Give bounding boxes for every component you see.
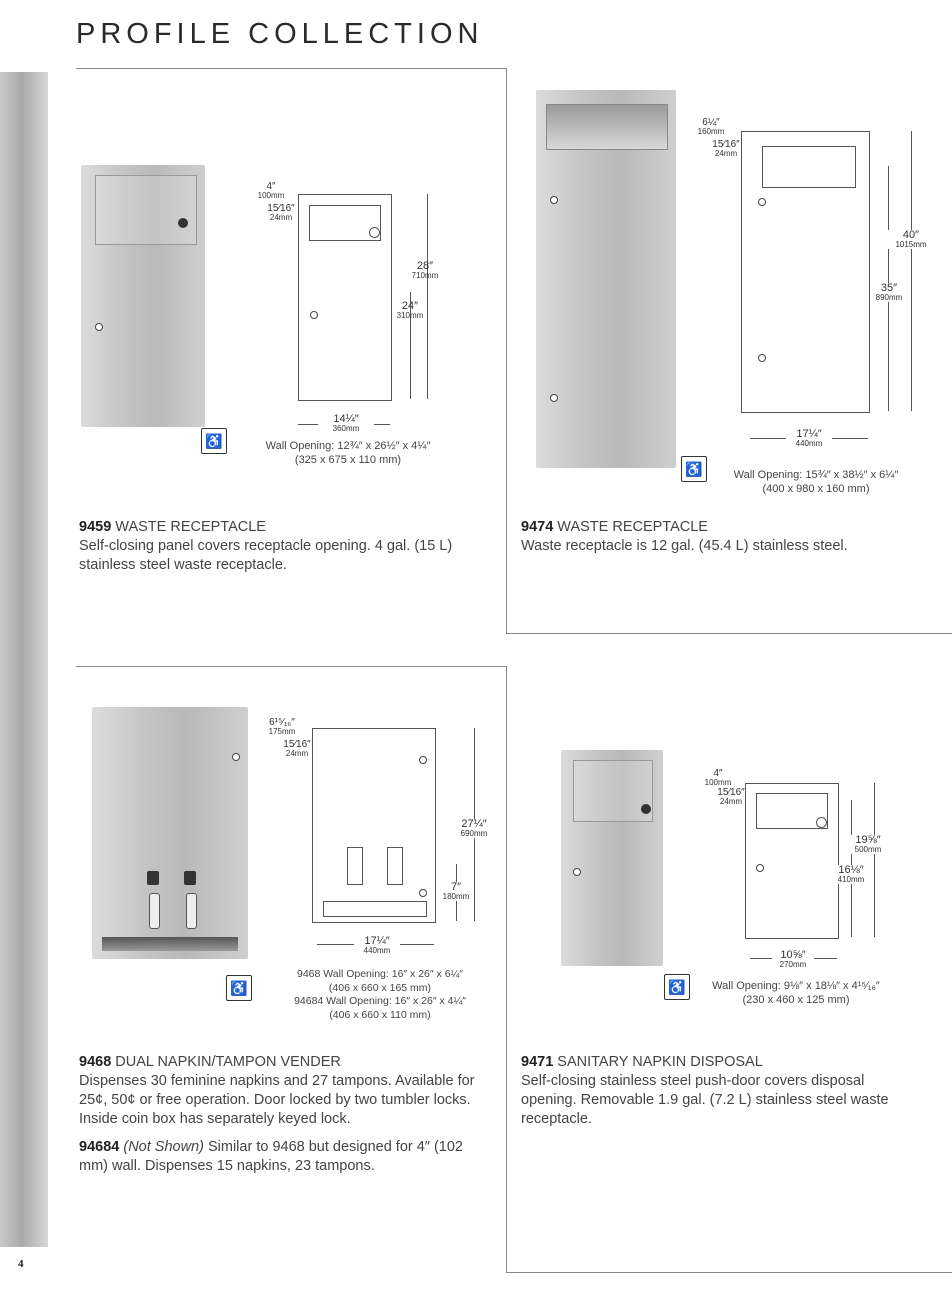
door-lock-icon [310,311,318,319]
model-number: 9474 [521,519,554,535]
right-top-bottom-rule [506,633,952,634]
product-photo-9474 [536,90,676,468]
top-lock-icon [419,756,427,764]
door-lock-icon [573,868,581,876]
bottom-lock-icon [419,889,427,897]
lock-circle [816,817,827,828]
product-heading [79,1053,484,1072]
dim-line-v1 [911,131,912,411]
product-photo-9459 [81,165,205,427]
alt-model-note: (Not Shown) [123,1138,204,1155]
height-dimension-1: 27¼″ 690mm [454,819,494,838]
wall-opening-line2: (406 x 660 x 165 mm) [328,981,432,994]
knob-right [186,893,197,929]
door-lock-icon [95,323,103,331]
product-name: DUAL NAPKIN/TAMPON VENDER [115,1054,341,1070]
wall-opening-9474 [716,468,916,497]
product-text-9471 [521,1053,901,1130]
height-dimension-1: 19⅝″ 500mm [850,835,886,854]
height-dimension-1: 40″ 1015mm [888,230,934,249]
wall-opening-line1: 9468 Wall Opening: 16″ x 26″ x 6¼″ [296,968,464,980]
door-lock-icon [232,753,240,761]
height-dimension-2: 16⅛″ 410mm [833,865,869,884]
push-door [573,760,653,822]
coin-mech-left [147,871,159,885]
wall-opening-line4: (406 x 660 x 110 mm) [329,1008,431,1021]
drawing-9459 [298,194,392,401]
product-photo-9471 [561,750,663,966]
height-dimension-2: 7″ 180mm [440,882,472,901]
alt-model-number: 94684 [79,1138,120,1155]
model-number: 9471 [521,1054,554,1070]
lock-circle [369,227,380,238]
top-lock-icon [758,198,766,206]
product-description: Self-closing stainless steel push-door covers disposal opening. Removable 1.9 gal. (7.2 L) stainless steel waste receptacle. [521,1073,889,1128]
divider-right-top [506,68,507,633]
wheelchair-accessibility-icon: ♿ [664,974,690,1000]
wheelchair-accessibility-icon: ♿ [681,456,707,482]
flange-dimension: 15⁄16″ 24mm [267,203,295,222]
dim-line-v1 [874,783,875,937]
coin-mech-right [184,871,196,885]
wall-opening-9459 [248,439,448,468]
flange-dimension: 15⁄16″ 24mm [717,787,745,806]
key-lock-icon [178,218,188,228]
wall-opening-line2: (230 x 460 x 125 mm) [742,994,850,1007]
dispenser-slot-left [347,847,363,885]
drawing-9474 [741,131,870,413]
tray-outline [323,901,427,917]
wall-opening-9468 [270,968,490,1023]
page-title: PROFILE COLLECTION [76,18,484,50]
opening-outline [762,146,856,188]
divider-right-bottom [506,666,507,1272]
flange-dimension: 15⁄16″ 24mm [283,739,311,758]
wall-opening-line3: 94684 Wall Opening: 16″ x 26″ x 4¼″ [294,995,466,1008]
width-dimension: 17¼″ 440mm [354,936,400,955]
product-heading [521,518,921,537]
panel-flap [95,175,197,245]
product-heading [521,1053,901,1072]
wall-opening-line2: (400 x 980 x 160 mm) [762,483,870,496]
product-text-9459 [79,518,484,575]
dispenser-slot-right [387,847,403,885]
side-color-bar [0,72,48,1247]
top-lock-icon [550,196,558,204]
receptacle-opening [546,104,668,150]
product-heading [79,518,484,537]
wall-opening-line2: (325 x 675 x 110 mm) [294,454,402,467]
width-dimension: 14¼″ 360mm [318,414,374,433]
model-number: 9459 [79,519,112,535]
product-photo-9468 [92,707,248,959]
door-lock-icon [756,864,764,872]
drawing-9468 [312,728,436,923]
wall-opening-line1: Wall Opening: 12¾″ x 26½″ x 4¼″ [265,440,431,452]
knob-left [149,893,160,929]
product-description: Self-closing panel covers receptacle opening. 4 gal. (15 L) stainless steel waste receptacle. [79,538,453,574]
depth-dimension: 6¹⁵⁄₁₆″ 175mm [268,717,296,736]
bottom-lock-icon [550,394,558,402]
wheelchair-accessibility-icon: ♿ [201,428,227,454]
wall-opening-line1: Wall Opening: 15¾″ x 38½″ x 6¼″ [733,469,899,481]
product-description: Waste receptacle is 12 gal. (45.4 L) stainless steel. [521,538,848,555]
width-dimension: 17¼″ 440mm [786,429,832,448]
dim-line-v1 [427,194,428,399]
product-name: WASTE RECEPTACLE [115,519,266,535]
page-number: 4 [18,1258,24,1270]
delivery-tray [102,937,238,951]
width-dimension: 10⅝″ 270mm [772,950,814,969]
product-text-9474 [521,518,921,556]
alt-model-text: Similar to 9468 but designed for 4″ (102 mm) wall. Dispenses 15 napkins, 23 tampons. [79,1138,463,1174]
model-number: 9468 [79,1054,112,1070]
depth-dimension: 4″ 100mm [257,181,285,200]
wall-opening-line1: Wall Opening: 9⅛″ x 18⅛″ x 4¹⁵⁄₁₆″ [712,980,880,992]
depth-dimension: 6¼″ 160mm [697,117,725,136]
wheelchair-accessibility-icon: ♿ [226,975,252,1001]
depth-dimension: 4″ 100mm [704,768,732,787]
alt-model-description [79,1138,484,1176]
product-name: SANITARY NAPKIN DISPOSAL [557,1054,763,1070]
key-lock-icon [641,804,651,814]
wall-opening-9471 [696,979,896,1008]
height-dimension-2: 35″ 890mm [870,283,908,302]
right-bottom-rule [506,1272,952,1273]
flange-dimension: 15⁄16″ 24mm [712,139,740,158]
top-rule [76,68,506,69]
height-dimension-1: 28″ 710mm [411,260,439,280]
height-dimension-2: 24″ 310mm [396,300,424,320]
left-middle-rule [76,666,506,667]
product-text-9468 [79,1053,484,1176]
drawing-9471 [745,783,839,939]
product-name: WASTE RECEPTACLE [557,519,708,535]
bottom-lock-icon [758,354,766,362]
product-description: Dispenses 30 feminine napkins and 27 tampons. Available for 25¢, 50¢ or free operation. Door locked by two tumbler locks. Inside coin box has separately keyed lock. [79,1073,475,1128]
